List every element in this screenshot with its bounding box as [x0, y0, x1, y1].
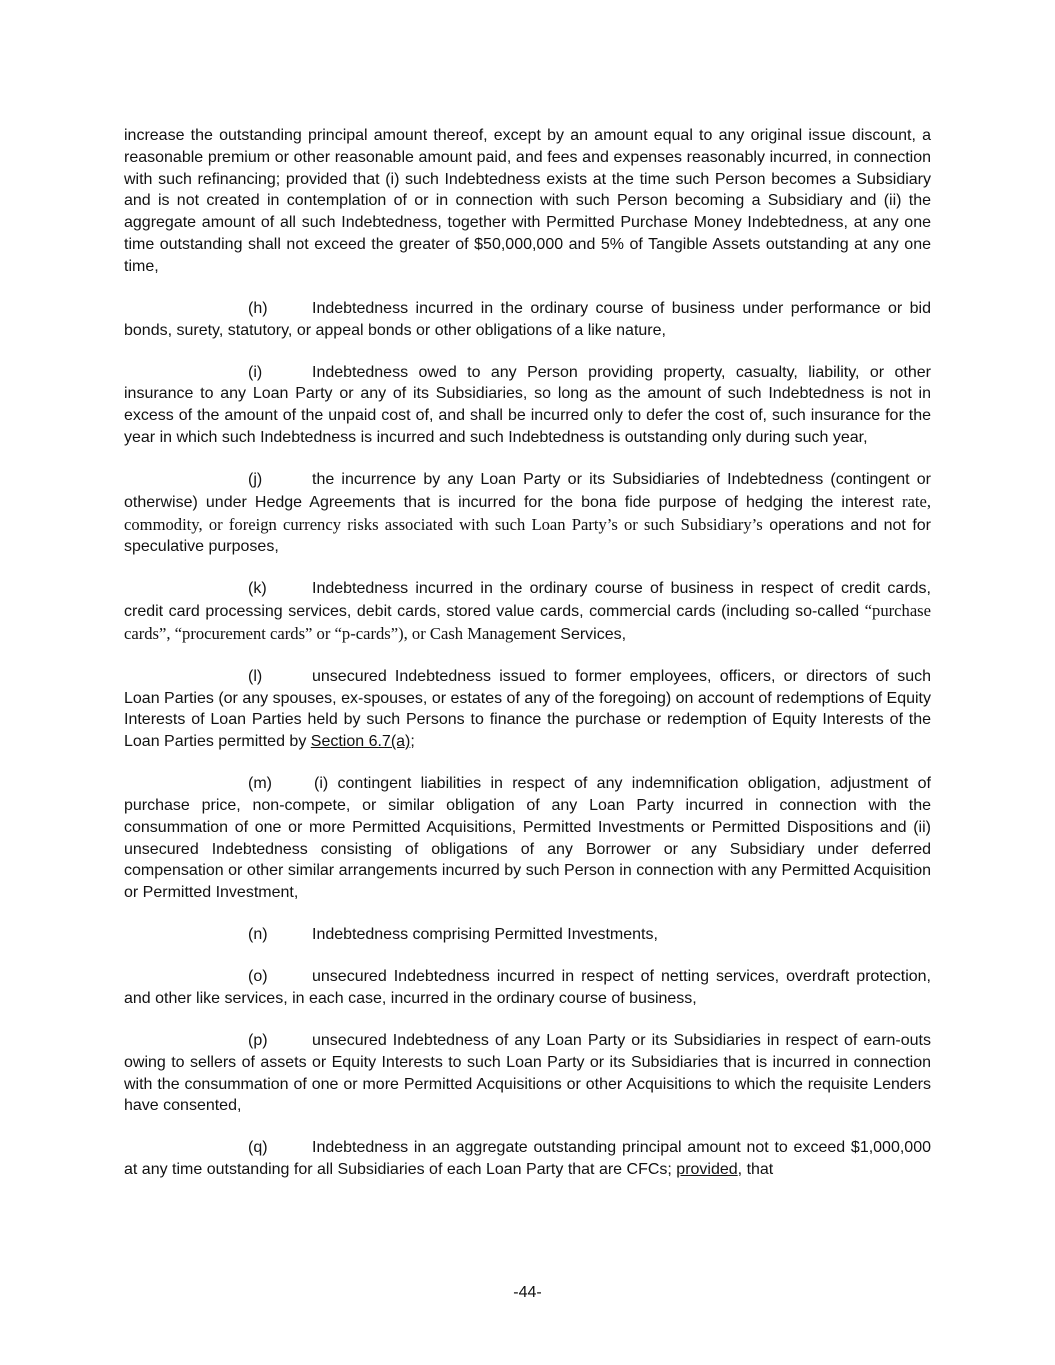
- clause-marker: (l): [248, 667, 263, 685]
- paragraph-text-serif: “purchase cards”, “procurement cards” or “p-cards”), or Cash Managem: [124, 601, 932, 643]
- clause-marker: (k): [248, 580, 267, 598]
- paragraph-i: [124, 362, 931, 449]
- paragraph-text: the incurrence by any Loan Party or its Subsidiaries of Indebtedness (contingent or otherwise) under Hedge Agreements that is incurred for the bona fide purpose of hedging the interest: [124, 470, 931, 511]
- paragraph-q: [124, 1137, 931, 1181]
- clause-marker: (q): [248, 1139, 268, 1157]
- clause-marker: (p): [248, 1031, 268, 1049]
- paragraph-m: [124, 773, 931, 904]
- clause-marker: (j): [248, 470, 263, 488]
- paragraph-text: Indebtedness in an aggregate outstanding principal amount not to exceed $1,000,000 at any time outstanding for all Subsidiaries of each Loan Party that are CFCs;: [124, 1139, 931, 1179]
- paragraph-text: , that: [737, 1161, 774, 1179]
- paragraph-text: Indebtedness owed to any Person providing property, casualty, liability, or other insurance to any Loan Party or any of its Subsidiaries, so long as the amount of such Indebtedness is not in excess of the amount of the unpaid cost of, and shall be incurred only to defer the cost of, such insurance for the year in which such Indebtedness is incurred and such Indebtedness is outstanding only during such year,: [124, 363, 931, 446]
- paragraph-text: ent Services,: [533, 625, 627, 643]
- clause-marker: (n): [248, 926, 268, 944]
- paragraph-text: ;: [410, 733, 415, 751]
- clause-marker: (h): [248, 299, 268, 317]
- paragraph-text: operations and not for speculative purposes,: [124, 516, 932, 556]
- paragraph-l: [124, 666, 931, 753]
- paragraph-text: Indebtedness incurred in the ordinary course of business under performance or bid bonds, surety, statutory, or appeal bonds or other obligations of a like nature,: [124, 299, 931, 339]
- section-reference: Section 6.7(a): [310, 733, 411, 751]
- paragraph-n: [124, 924, 931, 946]
- paragraph-text: Indebtedness incurred in the ordinary course of business in respect of credit cards, credit card processing services, debit cards, stored value cards, commercial cards (including so-called: [124, 580, 931, 621]
- clause-marker: (m): [248, 775, 272, 793]
- paragraph-text: unsecured Indebtedness issued to former employees, officers, or directors of such Loan Parties (or any spouses, ex-spouses, or estates of any of the foregoing) on account of redemptions of Equity Interests of Loan Parties held by such Persons to finance the purchase or redemption of Equity Interests of the Loan Parties permitted by: [124, 667, 931, 751]
- document-page: [124, 125, 931, 1201]
- paragraph-k: [124, 578, 931, 645]
- paragraph-text: Indebtedness comprising Permitted Investments,: [312, 926, 658, 944]
- paragraph-g-continuation: [124, 125, 931, 278]
- paragraph-text: unsecured Indebtedness of any Loan Party or its Subsidiaries in respect of earn-outs owing to sellers of assets or Equity Interests to such Loan Party or its Subsidiaries that is incurred in connection with the consummation of one or more Permitted Acquisitions or other Acquisitions to which the requisite Lenders have consented,: [124, 1031, 931, 1115]
- clause-marker: (o): [248, 968, 268, 986]
- page-number: -44-: [513, 1284, 542, 1301]
- paragraph-text: increase the outstanding principal amount thereof, except by an amount equal to any original issue discount, a reasonable premium or other reasonable amount paid, and fees and expenses reasonably incurred, in connection with such refinancing; provided that (i) such Indebtedness exists at the time such Person becomes a Subsidiary and is not created in contemplation of or in connection with such Person becoming a Subsidiary and (ii) the aggregate amount of all such Indebtedness, together with Permitted Purchase Money Indebtedness, at any one time outstanding shall not exceed the greater of $50,000,000 and 5% of Tangible Assets outstanding at any one time,: [124, 127, 931, 275]
- paragraph-o: [124, 966, 931, 1010]
- paragraph-text: (i) contingent liabilities in respect of any indemnification obligation, adjustment of purchase price, non-compete, or similar obligation of any Loan Party incurred in connection with the consummation of one or more Permitted Acquisitions, Permitted Investments or Permitted Dispositions and (ii) unsecured Indebtedness consisting of obligations of any Borrower or any Subsidiary under deferred compensation or other similar arrangements incurred by such Person in connection with any Permitted Acquisition or Permitted Investment,: [124, 775, 931, 902]
- defined-term-underlined: provided: [676, 1161, 738, 1179]
- paragraph-p: [124, 1030, 931, 1117]
- clause-marker: (i): [248, 363, 263, 381]
- paragraph-text-serif: rate, commodity, or foreign currency risks associated with such Loan Party’s or such Subsidiary’s: [124, 491, 932, 534]
- paragraph-text: unsecured Indebtedness incurred in respect of netting services, overdraft protection, and other like services, in each case, incurred in the ordinary course of business,: [124, 968, 931, 1007]
- paragraph-h: [124, 298, 931, 342]
- paragraph-j: [124, 469, 931, 558]
